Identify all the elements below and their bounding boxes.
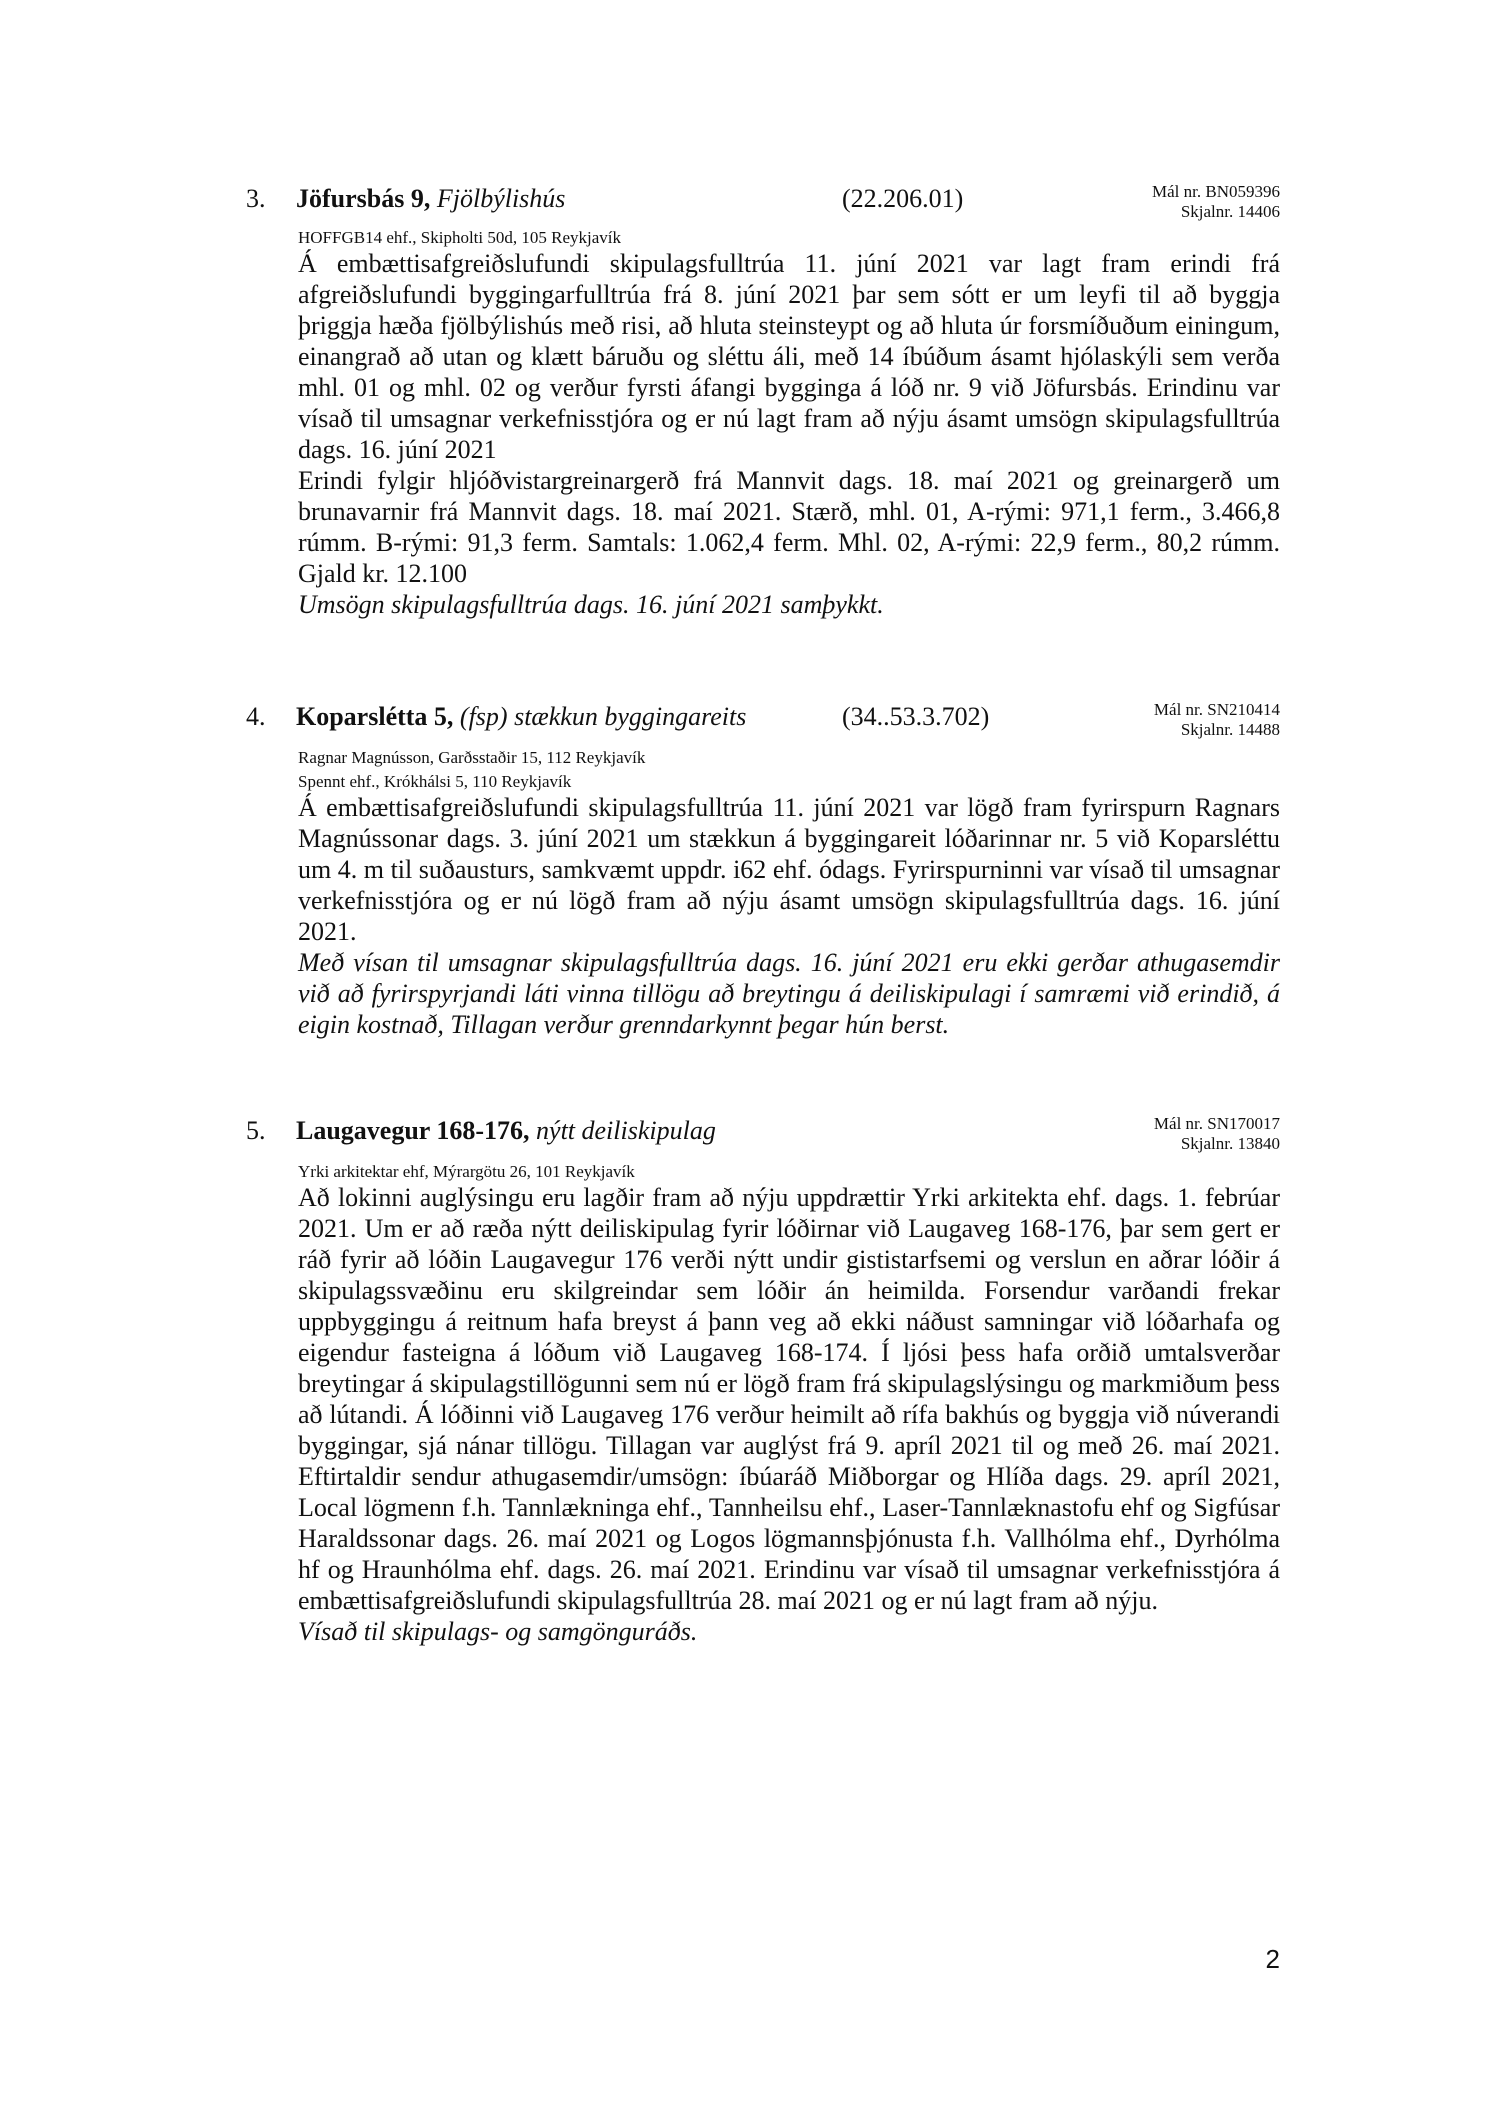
applicant: Yrki arkitektar ehf, Mýrargötu 26, 101 Reykjavík (298, 1162, 635, 1181)
page-number: 2 (1265, 1944, 1280, 1974)
item-title (296, 184, 565, 214)
case-number: Mál nr. SN170017 (1153, 1114, 1280, 1133)
body-paragraph: Á embættisafgreiðslufundi skipulagsfulltrúa 11. júní 2021 var lagt fram erindi frá afgreiðslufundi byggingarfulltrúa frá 8. júní 2021 þar sem sótt er um leyfi til að byggja þriggja hæða fjölbýlishús með risi, að hluta steinsteypt og að hluta úr forsmíðuðum einingum, einangrað að utan og klætt báruðu og sléttu áli, með 14 íbúðum ásamt hjólaskýli sem verða mhl. 01 og mhl. 02 og verður fyrsti áfangi bygginga á lóð nr. 9 við Jöfursbás. Erindinu var vísað til umsagnar verkefnisstjóra og er nú lagt fram að nýju ásamt umsögn skipulagsfulltrúa dags. 16. júní 2021 (298, 249, 1280, 464)
item-number: 3. (246, 184, 266, 213)
applicant: Ragnar Magnússon, Garðsstaðir 15, 112 Reykjavík (298, 748, 646, 767)
case-info (1152, 182, 1280, 222)
item-title-subject: (fsp) stækkun byggingareits (459, 702, 747, 731)
item-number: 5. (246, 1116, 266, 1145)
case-info (1154, 1114, 1280, 1154)
document-number: Skjalnr. 14488 (1180, 720, 1280, 739)
document-number: Skjalnr. 13840 (1180, 1134, 1280, 1153)
item-title-address: Laugavegur 168-176, (296, 1116, 530, 1145)
item-reference: (34..53.3.702) (842, 702, 990, 731)
body-paragraph: Erindi fylgir hljóðvistargreinargerð frá Mannvit dags. 18. maí 2021 og greinargerð um brunavarnir frá Mannvit dags. 18. maí 2021. Stærð, mhl. 01, A-rými: 971,1 ferm., 3.466,8 rúmm. B-rými: 91,3 ferm. Samtals: 1.062,4 ferm. Mhl. 02, A-rými: 22,9 ferm., 80,2 rúmm. Gjald kr. 12.100 (298, 466, 1280, 588)
item-reference: (22.206.01) (842, 184, 964, 213)
case-info (1154, 700, 1280, 740)
item-conclusion: Vísað til skipulags- og samgönguráðs. (298, 1617, 698, 1646)
document-number: Skjalnr. 14406 (1180, 202, 1280, 221)
item-conclusion: Umsögn skipulagsfulltrúa dags. 16. júní 2021 samþykkt. (298, 590, 884, 619)
body-paragraph: Að lokinni auglýsingu eru lagðir fram að nýju uppdrættir Yrki arkitekta ehf. dags. 1. febrúar 2021. Um er að ræða nýtt deiliskipulag fyrir lóðirnar við Laugaveg 168-176, þar sem gert er ráð fyrir að lóðin Laugavegur 176 verði nýtt undir gististarfsemi og verslun en aðrar lóðir á skipulagssvæðinu eru skilgreindar sem lóðir án heimilda. Forsendur varðandi frekar uppbyggingu á reitnum hafa breyst á þann veg að ekki náðust samningar við lóðarhafa og eigendur fasteigna á lóðum við Laugaveg 168-174. Í ljósi þess hafa orðið umtalsverðar breytingar á skipulagstillögunni sem nú er lögð fram frá skipulagslýsingu og markmiðum þess að lútandi. Á lóðinni við Laugaveg 176 verður heimilt að rífa bakhús og byggja við núverandi byggingar, sjá nánar tillögu. Tillagan var auglýst frá 9. apríl 2021 til og með 26. maí 2021. Eftirtaldir sendur athugasemdir/umsögn: íbúaráð Miðborgar og Hlíða dags. 29. apríl 2021, Local lögmenn f.h. Tannlækninga ehf., Tannheilsu ehf., Laser-Tannlæknastofu ehf og Sigfúsar Haraldssonar dags. 26. maí 2021 og Logos lögmannsþjónusta f.h. Vallhólma ehf., Dyrhólma hf og Hraunhólma ehf. dags. 26. maí 2021. Erindinu var vísað til umsagnar verkefnisstjóra á embættisafgreiðslufundi skipulagsfulltrúa 28. maí 2021 og er nú lagt fram að nýju. (298, 1183, 1280, 1615)
applicant: HOFFGB14 ehf., Skipholti 50d, 105 Reykjavík (298, 228, 622, 247)
item-body (298, 792, 1280, 1040)
item-title-subject: nýtt deiliskipulag (536, 1116, 716, 1145)
item-body (298, 1182, 1280, 1647)
body-paragraph: Á embættisafgreiðslufundi skipulagsfulltrúa 11. júní 2021 var lögð fram fyrirspurn Ragnars Magnússonar dags. 3. júní 2021 um stækkun á byggingareit lóðarinnar nr. 5 við Koparsléttu um 4. m til suðausturs, samkvæmt uppdr. i62 ehf. ódags. Fyrirspurninni var vísað til umsagnar verkefnisstjóra og er nú lögð fram að nýju ásamt umsögn skipulagsfulltrúa dags. 16. júní 2021. (298, 793, 1280, 946)
applicant: Spennt ehf., Krókhálsi 5, 110 Reykjavík (298, 772, 572, 791)
item-title (296, 702, 746, 732)
item-conclusion: Með vísan til umsagnar skipulagsfulltrúa dags. 16. júní 2021 eru ekki gerðar athugasemdir við að fyrirspyrjandi láti vinna tillögu að breytingu á deiliskipulagi í samræmi við erindið, á eigin kostnað, Tillagan verður grenndarkynnt þegar hún berst. (298, 948, 1280, 1039)
case-number: Mál nr. SN210414 (1153, 700, 1280, 719)
item-title (296, 1116, 716, 1146)
item-title-address: Jöfursbás 9, (296, 184, 431, 213)
item-title-subject: Fjölbýlishús (436, 184, 566, 213)
item-number: 4. (246, 702, 266, 731)
item-body (298, 248, 1280, 620)
case-number: Mál nr. BN059396 (1152, 182, 1280, 201)
item-title-address: Koparslétta 5, (296, 702, 454, 731)
